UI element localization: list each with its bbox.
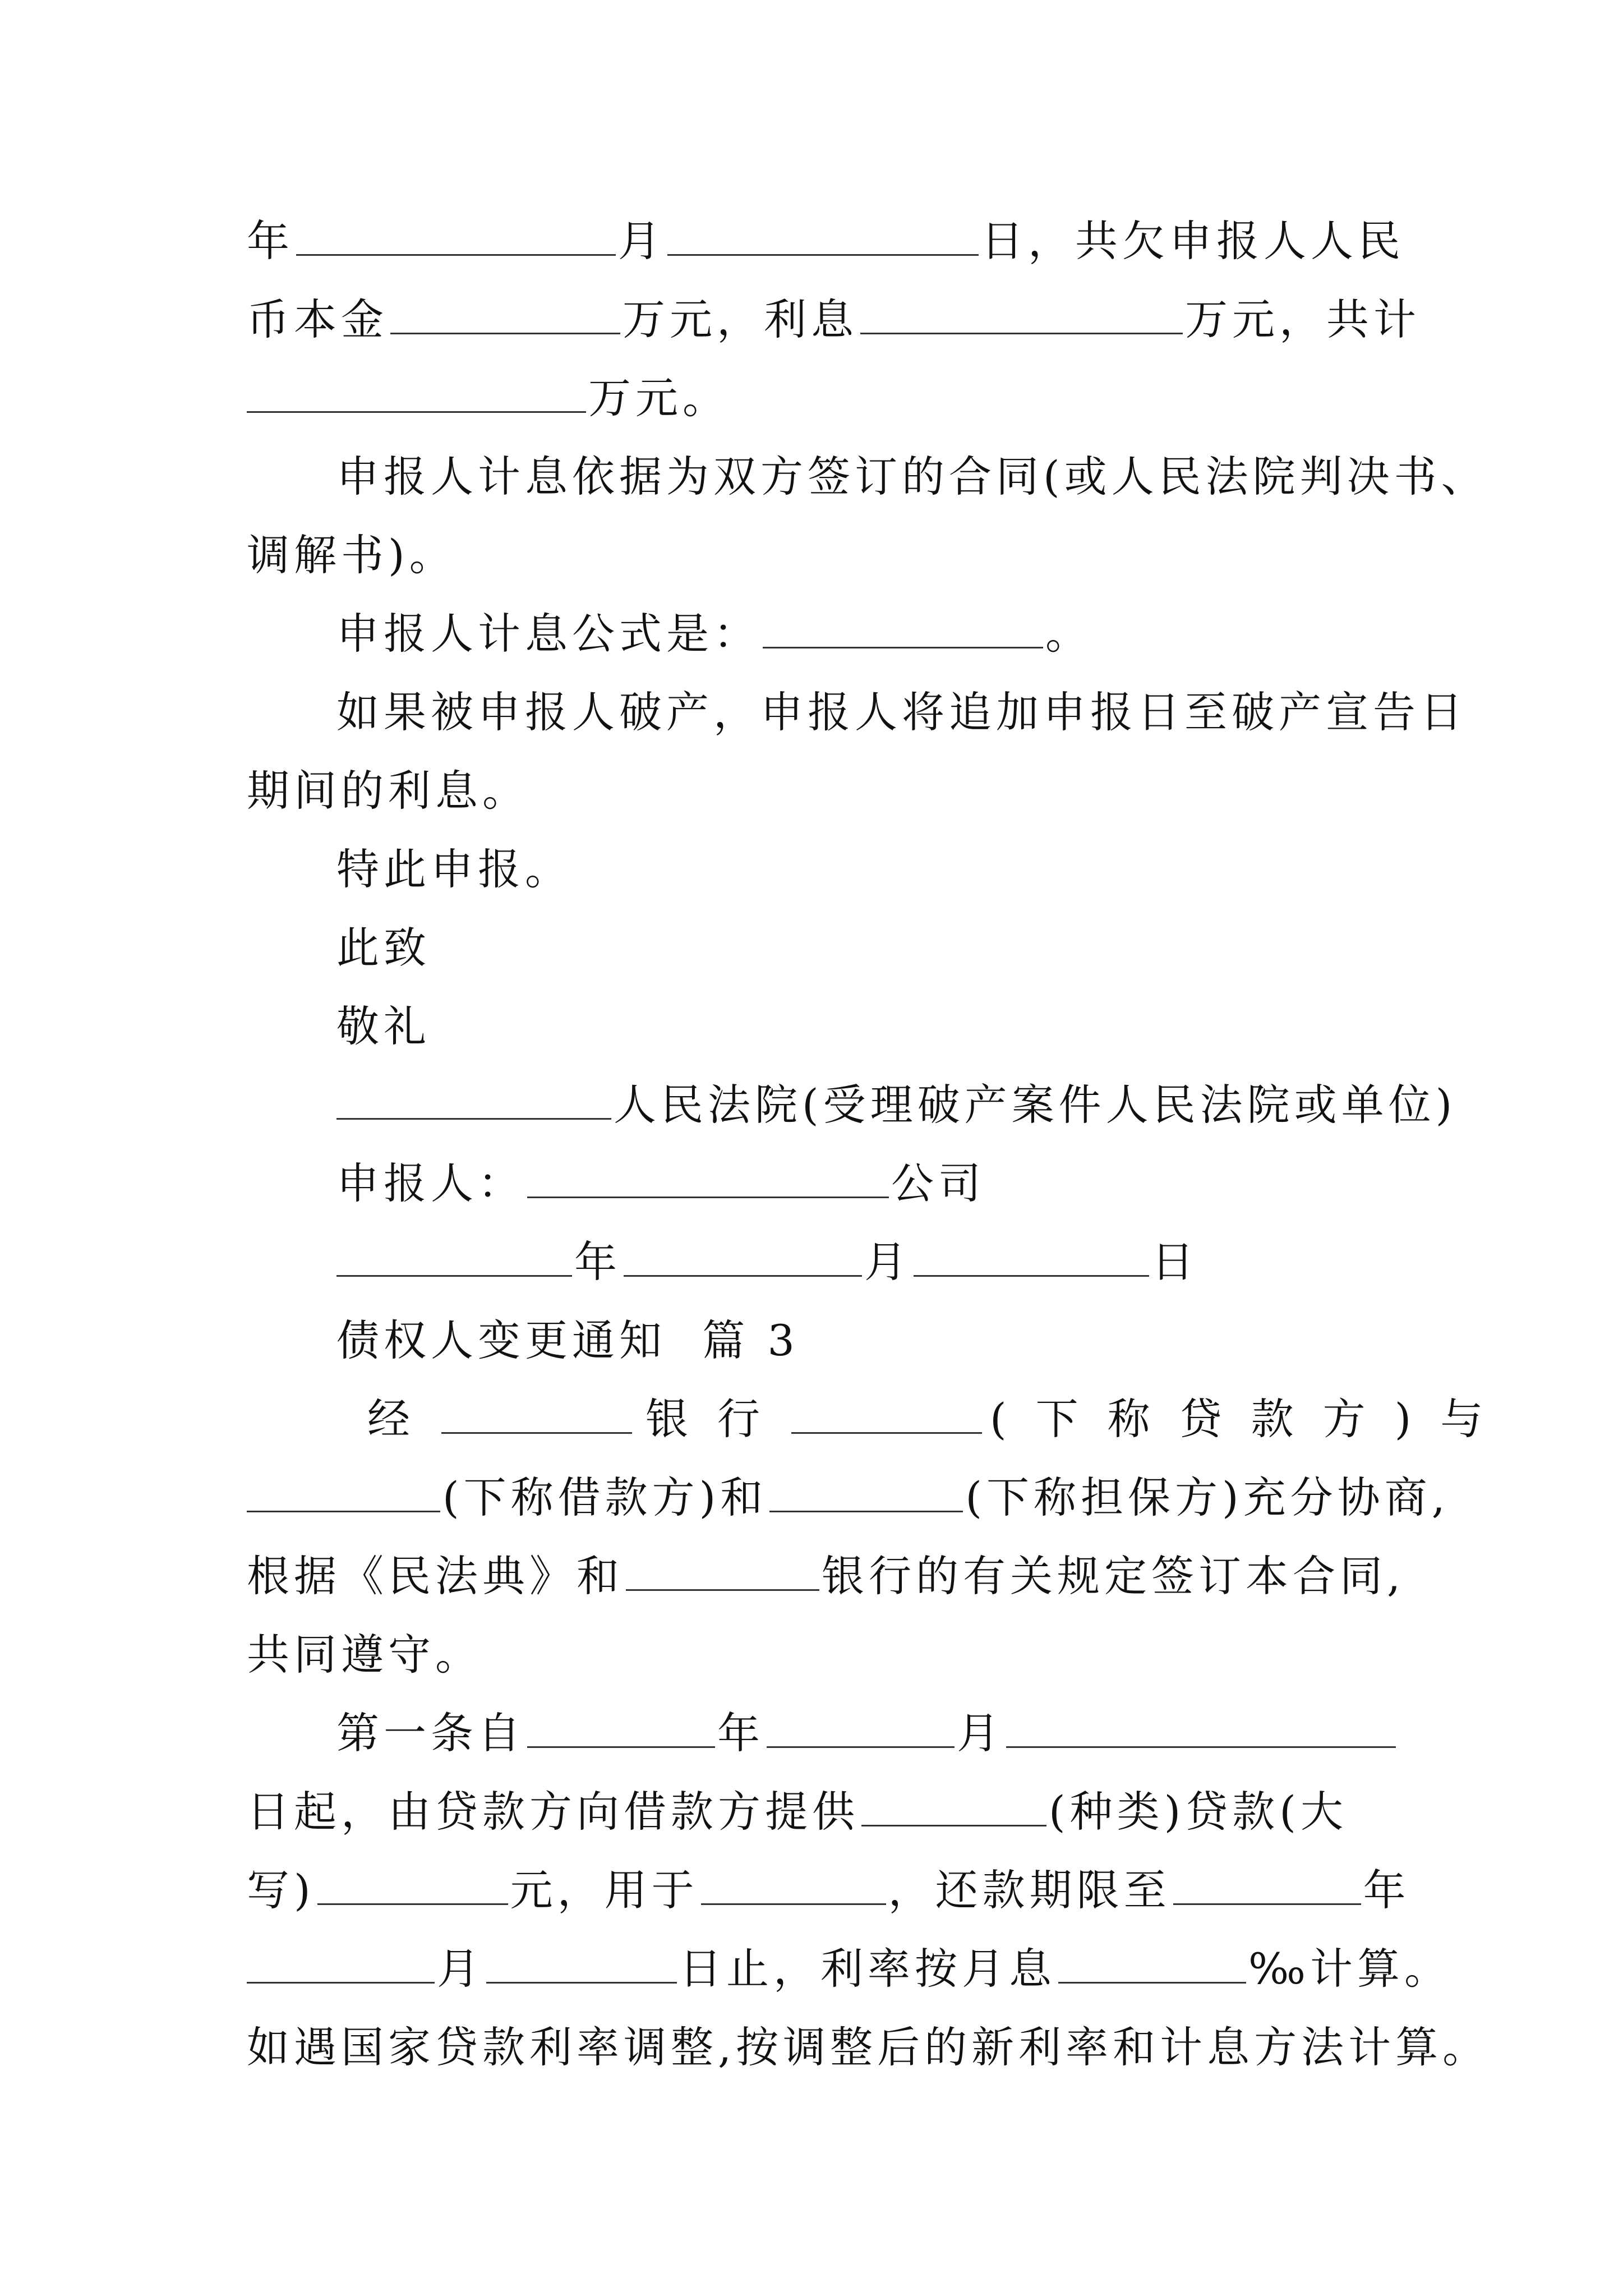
fill-blank[interactable] [247, 409, 586, 413]
text-segment: 第一条自 [336, 1708, 525, 1758]
text-segment: 银行 [645, 1394, 789, 1444]
text-segment: 币本金 [247, 295, 388, 344]
text-segment: ‰计算。 [1248, 1944, 1451, 1994]
fill-blank[interactable] [527, 1744, 715, 1748]
text-segment: 年 [574, 1237, 621, 1287]
text-segment: 期间的利息。 [247, 766, 529, 816]
text-segment: 银行的有关规定签订本合同, [822, 1551, 1405, 1601]
text-segment: 万元，共计 [1185, 295, 1421, 344]
fill-blank[interactable] [247, 1980, 435, 1984]
text-line [336, 906, 1492, 990]
fill-blank[interactable] [861, 1823, 1046, 1826]
text-segment: 人民法院(受理破产案件人民法院或单位) [614, 1080, 1457, 1130]
fill-blank[interactable] [441, 1430, 632, 1434]
text-line [247, 2005, 1490, 2090]
text-segment: 月 [618, 216, 665, 266]
section-heading [336, 1299, 1492, 1383]
fill-blank[interactable] [860, 330, 1183, 334]
text-line [247, 1456, 1450, 1540]
text-segment: (下称贷款方)与 [990, 1394, 1513, 1444]
text-line [336, 1691, 1492, 1775]
fill-blank[interactable] [1006, 1744, 1396, 1748]
text-segment: 共同遵守。 [247, 1630, 482, 1680]
fill-blank[interactable] [767, 1744, 955, 1748]
text-segment: 年 [247, 216, 294, 266]
text-line [247, 356, 1402, 440]
fill-blank[interactable] [247, 1508, 440, 1512]
text-segment: 特此申报。 [336, 844, 572, 894]
text-segment: 经 [367, 1394, 439, 1444]
text-line [247, 1848, 1410, 1932]
text-segment: 月 [864, 1237, 911, 1287]
text-line [336, 1142, 1492, 1226]
text-segment: (种类)贷款(大 [1049, 1787, 1348, 1837]
text-segment: 申报人： [336, 1158, 525, 1208]
fill-blank[interactable] [390, 330, 620, 334]
text-segment: 申报人计息依据为双方签订的合同(或人民法院判决书、 [336, 452, 1488, 501]
fill-blank[interactable] [763, 645, 1043, 648]
text-line [247, 1613, 1402, 1697]
text-segment: 日起，由贷款方向借款方提供 [247, 1787, 859, 1837]
text-line [336, 1220, 1492, 1304]
fill-blank[interactable] [701, 1901, 886, 1905]
text-line [247, 1927, 1451, 2011]
text-segment: 如遇国家贷款利率调整,按调整后的新利率和计息方法计算。 [247, 2022, 1490, 2072]
fill-blank[interactable] [624, 1273, 862, 1277]
text-segment: 申报人计息公式是： [336, 609, 760, 659]
text-line [336, 984, 1492, 1069]
text-line [336, 827, 1492, 912]
fill-blank[interactable] [336, 1273, 572, 1277]
fill-blank[interactable] [336, 1116, 611, 1120]
text-line [336, 1063, 1492, 1147]
text-segment: 根据《民法典》和 [247, 1551, 624, 1601]
fill-blank[interactable] [769, 1508, 963, 1512]
text-line [247, 749, 1402, 833]
fill-blank[interactable] [626, 1587, 819, 1591]
heading-text: 债权人变更通知 篇 3 [336, 1315, 799, 1365]
text-line [247, 199, 1405, 283]
fill-blank[interactable] [1173, 1901, 1361, 1905]
text-line [336, 435, 1492, 519]
fill-blank[interactable] [914, 1273, 1149, 1277]
text-segment: 写) [247, 1865, 315, 1915]
text-segment: 年 [717, 1708, 764, 1758]
text-segment: (下称担保方)充分协商, [965, 1473, 1450, 1522]
text-segment: 月 [957, 1708, 1004, 1758]
text-line [247, 513, 1402, 597]
text-segment: 月 [437, 1944, 484, 1994]
text-segment: ，还款期限至 [888, 1865, 1171, 1915]
text-segment: 日，共欠申报人人民 [981, 216, 1405, 266]
fill-blank[interactable] [1058, 1980, 1246, 1984]
text-line [247, 1770, 1402, 1854]
text-segment: 公司 [891, 1158, 985, 1208]
text-segment: 万元。 [588, 373, 730, 423]
fill-blank[interactable] [791, 1430, 982, 1434]
text-segment: 日 [1151, 1237, 1198, 1287]
text-segment: 年 [1363, 1865, 1410, 1915]
text-segment: 敬礼 [336, 1001, 431, 1051]
text-segment: 万元，利息 [623, 295, 858, 344]
text-segment: 。 [1045, 609, 1092, 659]
fill-blank[interactable] [527, 1194, 889, 1198]
text-line [247, 1534, 1405, 1618]
text-segment: 此致 [336, 923, 431, 973]
text-segment: 元，用于 [510, 1865, 699, 1915]
text-line [247, 278, 1421, 362]
text-segment: 如果被申报人破产，申报人将追加申报日至破产宣告日 [336, 687, 1467, 737]
fill-blank[interactable] [667, 252, 979, 256]
text-segment: (下称借款方)和 [442, 1473, 768, 1522]
text-line [336, 670, 1492, 754]
text-line [367, 1377, 1523, 1461]
text-line [336, 592, 1492, 676]
text-segment: 日止，利率按月息 [679, 1944, 1056, 1994]
text-segment: 调解书)。 [247, 530, 457, 580]
fill-blank[interactable] [317, 1901, 508, 1905]
fill-blank[interactable] [296, 252, 616, 256]
fill-blank[interactable] [486, 1980, 677, 1984]
